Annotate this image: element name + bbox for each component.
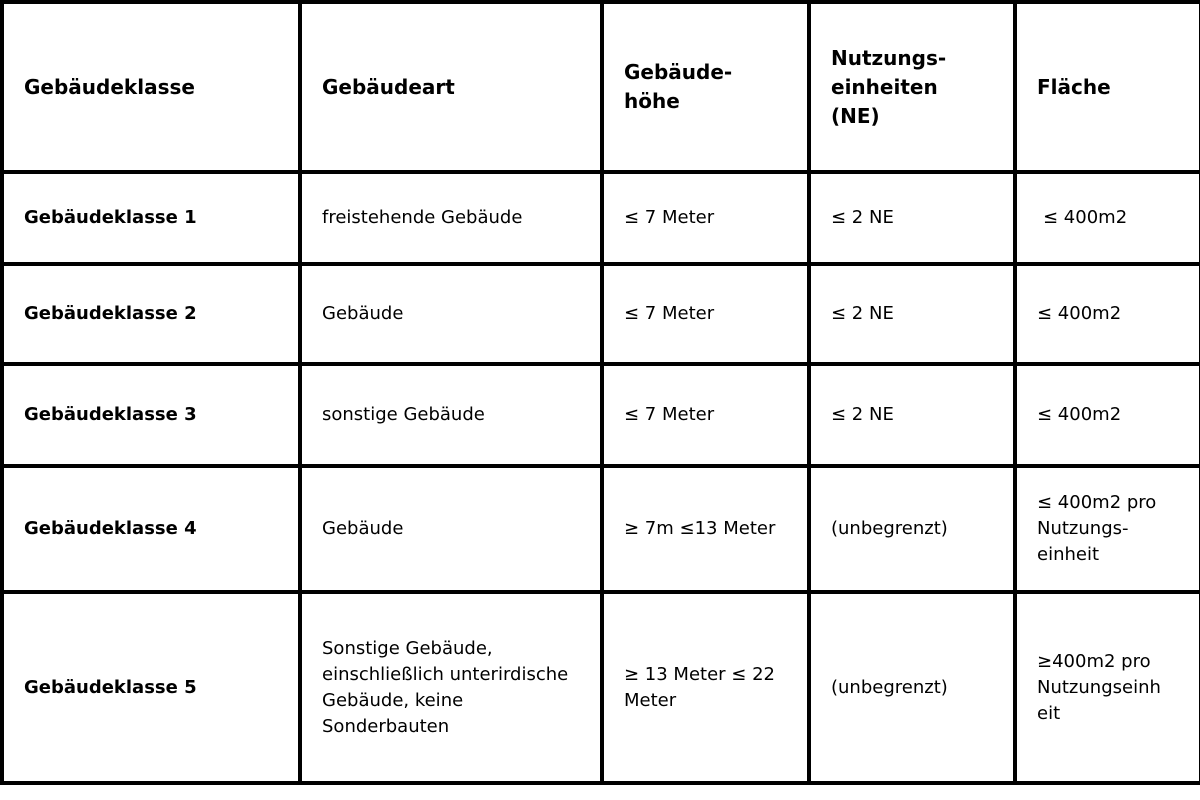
- header-gebaeudeart: Gebäudeart: [300, 2, 602, 172]
- row-1-height: ≤ 7 Meter: [602, 172, 809, 264]
- row-3-units: ≤ 2 NE: [809, 364, 1015, 466]
- row-5-class: Gebäudeklasse 5: [2, 592, 300, 783]
- row-3-class: Gebäudeklasse 3: [2, 364, 300, 466]
- header-flaeche: Fläche: [1015, 2, 1200, 172]
- table-row: [2, 364, 1200, 466]
- row-1-units: ≤ 2 NE: [809, 172, 1015, 264]
- row-2-class: Gebäudeklasse 2: [2, 264, 300, 364]
- row-4-area: ≤ 400m2 pro Nutzungs- einheit: [1015, 466, 1200, 592]
- table-row: [2, 264, 1200, 364]
- table-row: [2, 172, 1200, 264]
- header-nutzungseinheiten: Nutzungs- einheiten (NE): [809, 2, 1015, 172]
- header-gebaeudehoehe: Gebäude- höhe: [602, 2, 809, 172]
- row-2-type: Gebäude: [300, 264, 602, 364]
- row-2-height: ≤ 7 Meter: [602, 264, 809, 364]
- row-1-class: Gebäudeklasse 1: [2, 172, 300, 264]
- row-4-type: Gebäude: [300, 466, 602, 592]
- table-row: [2, 466, 1200, 592]
- row-5-height: ≥ 13 Meter ≤ 22 Meter: [602, 592, 809, 783]
- row-4-class: Gebäudeklasse 4: [2, 466, 300, 592]
- row-3-type: sonstige Gebäude: [300, 364, 602, 466]
- row-2-units: ≤ 2 NE: [809, 264, 1015, 364]
- row-3-area: ≤ 400m2: [1015, 364, 1200, 466]
- row-1-type: freistehende Gebäude: [300, 172, 602, 264]
- header-gebaeudeklasse: Gebäudeklasse: [2, 2, 300, 172]
- table-row: [2, 592, 1200, 783]
- table-header-row: [2, 2, 1200, 172]
- row-4-height: ≥ 7m ≤13 Meter: [602, 466, 809, 592]
- row-4-units: (unbegrenzt): [809, 466, 1015, 592]
- row-5-units: (unbegrenzt): [809, 592, 1015, 783]
- row-3-height: ≤ 7 Meter: [602, 364, 809, 466]
- row-1-area: ≤ 400m2: [1015, 172, 1200, 264]
- row-5-type: Sonstige Gebäude, einschließlich unterirdische Gebäude, keine Sonderbauten: [300, 592, 602, 783]
- row-2-area: ≤ 400m2: [1015, 264, 1200, 364]
- row-5-area: ≥400m2 pro Nutzungseinh eit: [1015, 592, 1200, 783]
